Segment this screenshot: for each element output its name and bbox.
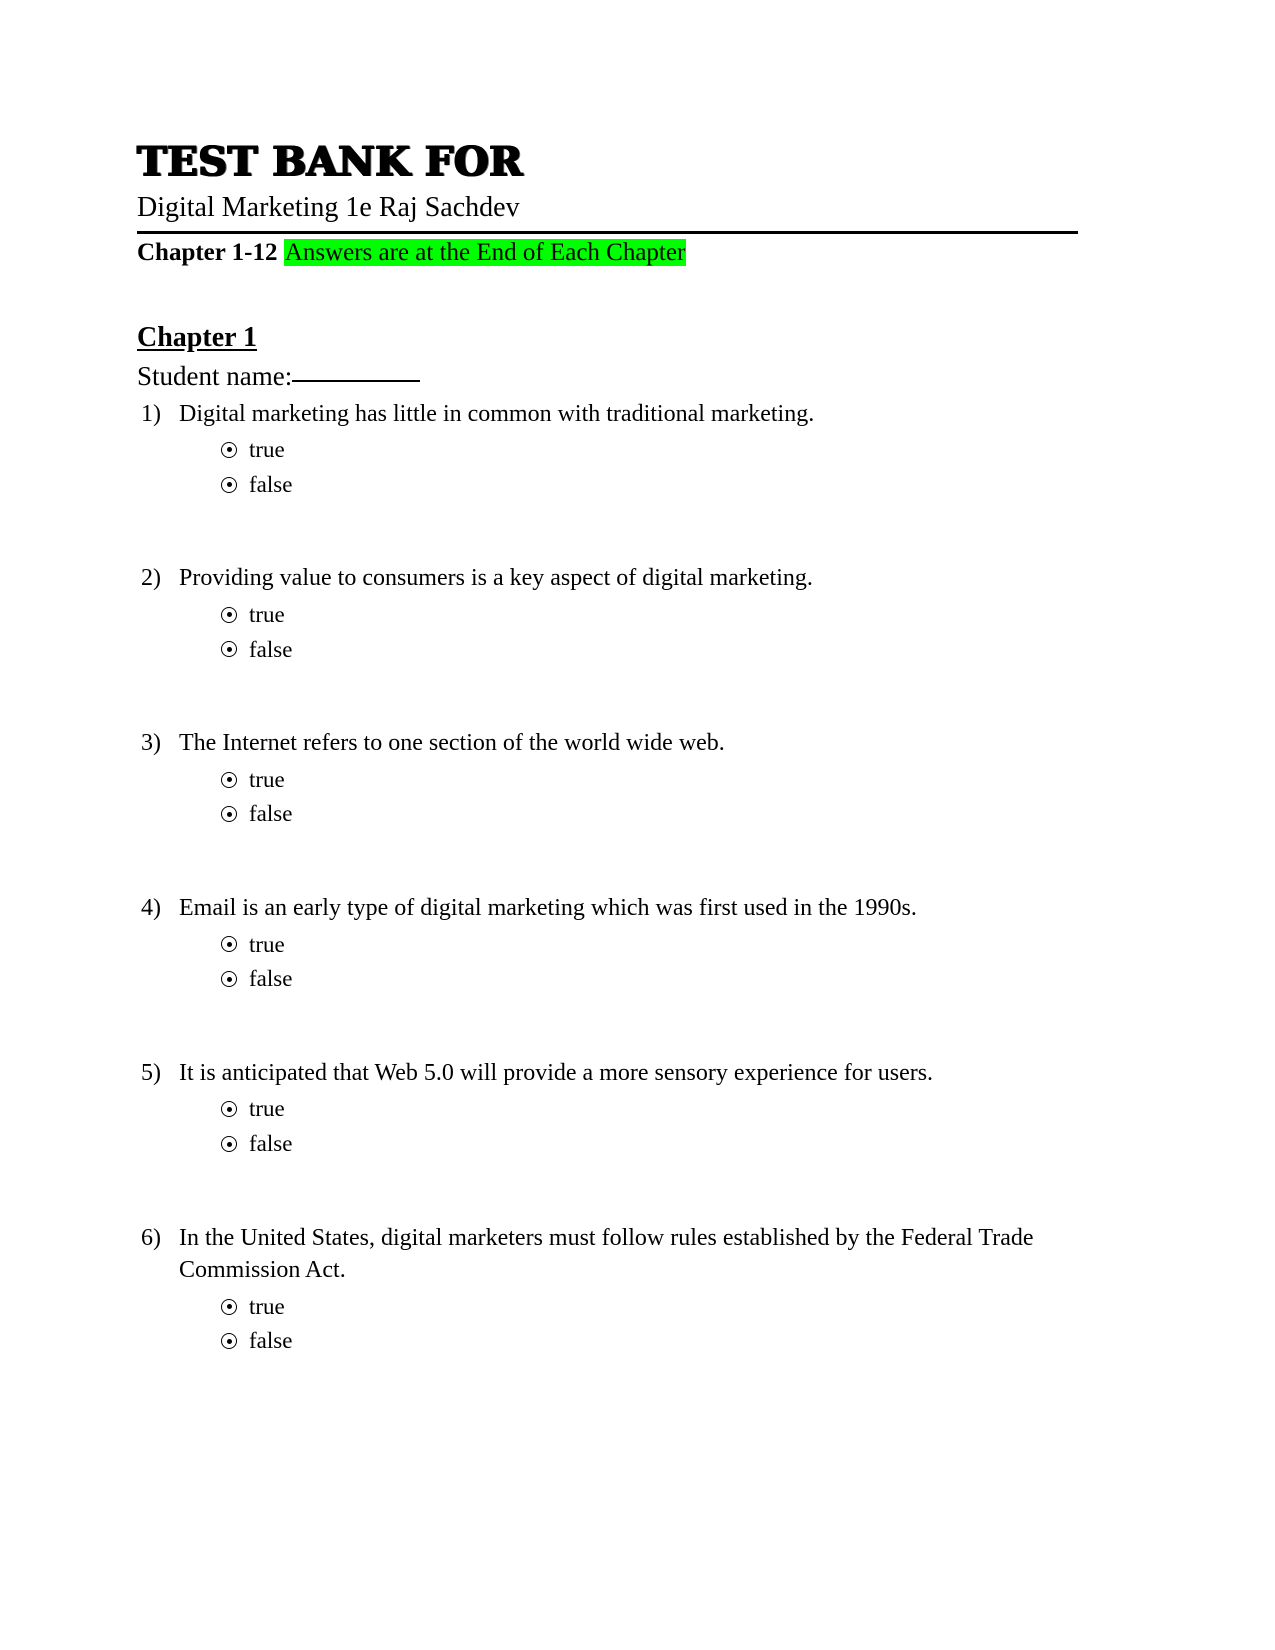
question-item	[137, 562, 1079, 665]
choice-list	[179, 929, 1079, 995]
question-item	[137, 727, 1079, 830]
question-number: 4)	[141, 895, 161, 922]
answers-location-note: Answers are at the End of Each Chapter	[284, 239, 686, 267]
question-list	[137, 398, 1079, 1358]
student-name-blank[interactable]	[292, 380, 420, 382]
choice-option[interactable]	[221, 1128, 1079, 1160]
radio-button-icon[interactable]	[221, 772, 237, 788]
question-text: It is anticipated that Web 5.0 will provide a more sensory experience for users.	[179, 1060, 934, 1087]
document-subtitle: Digital Marketing 1e Raj Sachdev	[137, 192, 520, 224]
choice-label: true	[249, 931, 285, 957]
choice-option[interactable]	[221, 469, 1079, 501]
question-item	[137, 398, 1079, 501]
choice-label: false	[249, 966, 293, 992]
radio-button-icon[interactable]	[221, 1299, 237, 1315]
radio-button-icon[interactable]	[221, 1136, 237, 1152]
choice-option[interactable]	[221, 599, 1079, 631]
choice-label: false	[249, 1328, 293, 1354]
radio-button-icon[interactable]	[221, 806, 237, 822]
choice-label: false	[249, 801, 293, 827]
choice-option[interactable]	[221, 1325, 1079, 1357]
choice-label: true	[249, 601, 285, 627]
choice-list	[179, 1093, 1079, 1159]
choice-label: false	[249, 471, 293, 497]
student-name-line	[137, 360, 1079, 394]
question-number: 6)	[141, 1224, 161, 1251]
question-number: 1)	[141, 400, 161, 427]
question-number: 5)	[141, 1060, 161, 1087]
radio-button-icon[interactable]	[221, 971, 237, 987]
question-text: The Internet refers to one section of the world wide web.	[179, 730, 725, 757]
header-divider	[137, 231, 1078, 234]
document-content	[137, 140, 1079, 1360]
choice-label: false	[249, 636, 293, 662]
chapter-range-label: Chapter 1-12	[137, 239, 278, 267]
choice-list	[179, 764, 1079, 830]
choice-option[interactable]	[221, 1093, 1079, 1125]
document-title: TEST BANK FOR	[137, 138, 523, 185]
choice-option[interactable]	[221, 929, 1079, 961]
choice-option[interactable]	[221, 634, 1079, 666]
choice-list	[179, 1291, 1079, 1357]
radio-button-icon[interactable]	[221, 607, 237, 623]
question-item	[137, 1057, 1079, 1160]
question-number: 2)	[141, 565, 161, 592]
choice-label: true	[249, 436, 285, 462]
chapter-heading: Chapter 1	[137, 321, 258, 353]
choice-label: false	[249, 1131, 293, 1157]
student-name-label: Student name:	[137, 360, 293, 391]
radio-button-icon[interactable]	[221, 936, 237, 952]
choice-label: true	[249, 766, 285, 792]
choice-label: true	[249, 1293, 285, 1319]
chapter-range-line	[137, 237, 1079, 270]
choice-list	[179, 434, 1079, 500]
question-item	[137, 1222, 1079, 1357]
question-text: Providing value to consumers is a key aspect of digital marketing.	[179, 565, 813, 592]
radio-button-icon[interactable]	[221, 1101, 237, 1117]
radio-button-icon[interactable]	[221, 641, 237, 657]
question-text: Digital marketing has little in common with traditional marketing.	[179, 400, 815, 427]
choice-option[interactable]	[221, 963, 1079, 995]
choice-option[interactable]	[221, 1291, 1079, 1323]
radio-button-icon[interactable]	[221, 477, 237, 493]
question-text: In the United States, digital marketers must follow rules established by the Federal Trade Commission Act.	[179, 1224, 1034, 1284]
choice-list	[179, 599, 1079, 665]
choice-option[interactable]	[221, 434, 1079, 466]
choice-option[interactable]	[221, 764, 1079, 796]
choice-option[interactable]	[221, 798, 1079, 830]
question-number: 3)	[141, 730, 161, 757]
radio-button-icon[interactable]	[221, 442, 237, 458]
question-text: Email is an early type of digital marketing which was first used in the 1990s.	[179, 895, 917, 922]
radio-button-icon[interactable]	[221, 1333, 237, 1349]
question-item	[137, 892, 1079, 995]
chapter-heading-wrap	[137, 270, 1079, 360]
choice-label: true	[249, 1096, 285, 1122]
